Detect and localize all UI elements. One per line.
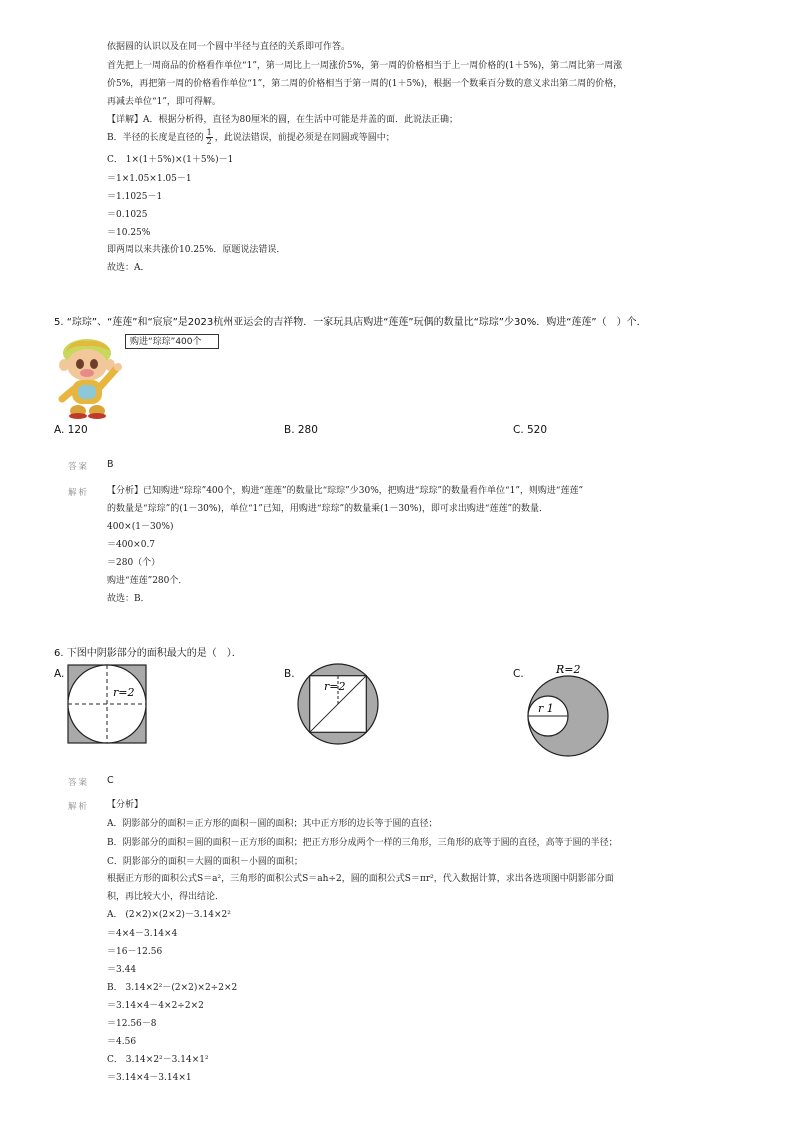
- line-b-pre: B．半径的长度是直径的: [107, 133, 204, 143]
- q6-calc-line: C． 3.14×2²－3.14×1²: [107, 1055, 209, 1065]
- q5-calc-line: ＝400×0.7: [107, 540, 156, 550]
- q6-calc-line: ＝4.56: [107, 1037, 137, 1047]
- q6-option-c[interactable]: C.: [513, 668, 524, 680]
- q6-option-a[interactable]: A.: [54, 668, 65, 680]
- q5-answer: B: [107, 459, 114, 470]
- calc-line: ＝0.1025: [107, 210, 148, 220]
- prev-solution-line: 价5%，再把第一周的价格看作单位“1”，第二周的价格相当于第一周的(1＋5%)，根据一个数乘百分数的意义求出第二周的价格，: [107, 79, 623, 89]
- q5-calc-line: 400×(1－30%): [107, 522, 174, 532]
- q6-analysis-line: C．阴影部分的面积＝大圆的面积－小圆的面积；: [107, 857, 303, 867]
- figure-b-label: r=2: [324, 680, 346, 693]
- q5-answer-tag: 答案: [68, 462, 90, 472]
- q5-analysis-line: 的数量是“琮琮”的(1－30%)，单位“1”已知，用购进“琮琮”的数量乘(1－30%)，即可求出购进“莲莲”的数量．: [107, 504, 549, 514]
- q6-analysis-line: 【分析】: [107, 800, 144, 810]
- prev-solution-line: 再减去单位“1”，即可得解。: [107, 97, 221, 107]
- q6-analysis-line: 根据正方形的面积公式S＝a²，三角形的面积公式S＝ah÷2，圆的面积公式S＝πr²，代入数据计算，求出各选项图中阴影部分面: [107, 874, 614, 884]
- figure-a: [67, 664, 149, 744]
- fraction-denominator: 2: [206, 137, 212, 146]
- calc-line: ＝1×1.05×1.05－1: [107, 174, 192, 184]
- q5-calc-line: ＝280（个）: [107, 558, 161, 568]
- calc-line: C． 1×(1＋5%)×(1＋5%)－1: [107, 155, 234, 165]
- q6-answer-tag: 答案: [68, 778, 90, 788]
- calc-line: ＝10.25%: [107, 228, 151, 238]
- prev-solution-line: 首先把上一周商品的价格看作单位“1”，第一周比上一周涨价5%，第一周的价格相当于上一周价格的(1＋5%)，第二周比第一周涨: [107, 61, 623, 71]
- q6-calc-line: ＝3.14×4－4×2÷2×2: [107, 1001, 204, 1011]
- q6-calc-line: ＝16－12.56: [107, 947, 163, 957]
- speech-bubble: 购进“琮琮”400个: [125, 334, 219, 349]
- q6-calc-line: ＝12.56－8: [107, 1019, 157, 1029]
- prev-solution-line: 【详解】A．根据分析得，直径为80厘米的圆，在生活中可能是井盖的面．此说法正确；: [107, 115, 458, 125]
- q6-calc-line: ＝4×4－3.14×4: [107, 929, 178, 939]
- line-b-post: ，此说法错误，前提必须是在同圆或等圆中；: [214, 133, 395, 143]
- calc-conclusion: 即两周以来共涨价10.25%．原题说法错误．: [107, 245, 286, 255]
- q5-option-b[interactable]: B. 280: [284, 424, 318, 436]
- mascot-illustration: [52, 337, 126, 421]
- fraction-one-half: [206, 129, 213, 146]
- q5-option-c[interactable]: C. 520: [513, 424, 548, 436]
- figure-a-label: r=2: [113, 686, 135, 699]
- calc-line: ＝1.1025－1: [107, 192, 163, 202]
- q6-calc-line: ＝3.14×4－3.14×1: [107, 1073, 192, 1083]
- q6-calc-line: A． (2×2)×(2×2)－3.14×2²: [107, 910, 231, 920]
- q6-analysis-line: A．阴影部分的面积＝正方形的面积－圆的面积；其中正方形的边长等于圆的直径；: [107, 819, 438, 829]
- q5-option-a[interactable]: A. 120: [54, 424, 88, 436]
- q6-analysis-line: 积，再比较大小，得出结论．: [107, 892, 225, 902]
- q6-stem: 6. 下图中阴影部分的面积最大的是（ ）．: [54, 648, 242, 659]
- q6-calc-line: B． 3.14×2²－(2×2)×2÷2×2: [107, 983, 238, 993]
- figure-c-small-label: r 1: [538, 702, 554, 715]
- q6-calc-line: ＝3.44: [107, 965, 137, 975]
- figure-b: [296, 662, 380, 746]
- q5-analysis-tag: 解析: [68, 488, 90, 498]
- q5-calc-line: 购进“莲莲”280个．: [107, 576, 188, 586]
- q6-analysis-tag: 解析: [68, 802, 90, 812]
- q5-stem: 5. “琮琮”、“莲莲”和“宸宸”是2023杭州亚运会的吉祥物．一家玩具店购进“莲莲”玩偶的数量比“琮琮”少30%．购进“莲莲”（ ）个．: [54, 317, 647, 328]
- q6-answer: C: [107, 775, 114, 786]
- q5-analysis-line: 【分析】已知购进“琮琮”400个，购进“莲莲”的数量比“琮琮”少30%，把购进“琮琮”的数量看作单位“1”，则购进“莲莲”: [107, 486, 584, 496]
- figure-c: [524, 660, 614, 760]
- prev-solution-line: 依据圆的认识以及在同一个圆中半径与直径的关系即可作答。: [107, 42, 351, 52]
- q5-choice: 故选：B．: [107, 594, 150, 604]
- q6-analysis-line: B．阴影部分的面积＝圆的面积－正方形的面积；把正方形分成两个一样的三角形，三角形的底等于圆的直径，高等于圆的半径；: [107, 838, 618, 848]
- fraction-numerator: 1: [206, 128, 212, 137]
- calc-choice: 故选：A．: [107, 263, 150, 273]
- q6-option-b[interactable]: B.: [284, 668, 295, 680]
- prev-solution-line-b: [107, 128, 395, 148]
- figure-c-big-label: R=2: [556, 663, 581, 676]
